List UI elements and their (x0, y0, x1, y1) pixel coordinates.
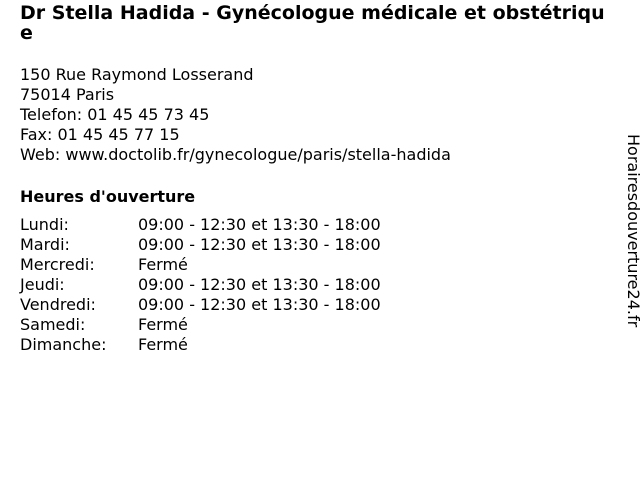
day-label: Lundi: (20, 215, 69, 234)
day-hours: 09:00 - 12:30 et 13:30 - 18:00 (138, 235, 381, 254)
day-hours: 09:00 - 12:30 et 13:30 - 18:00 (138, 215, 381, 234)
day-hours: 09:00 - 12:30 et 13:30 - 18:00 (138, 295, 381, 314)
hours-row-samedi (20, 315, 605, 335)
day-hours: 09:00 - 12:30 et 13:30 - 18:00 (138, 275, 381, 294)
street-address: 150 Rue Raymond Losserand (20, 65, 254, 84)
hours-row-mercredi (20, 255, 605, 275)
day-hours: Fermé (138, 315, 188, 334)
page-title: Dr Stella Hadida - Gynécologue médicale et obstétrique (20, 2, 605, 44)
day-label: Mercredi: (20, 255, 95, 274)
day-label: Vendredi: (20, 295, 96, 314)
hours-row-dimanche (20, 335, 605, 355)
hours-row-jeudi (20, 275, 605, 295)
address-block (20, 65, 605, 165)
day-label: Jeudi: (20, 275, 65, 294)
phone-number: Telefon: 01 45 45 73 45 (20, 105, 210, 124)
city: 75014 Paris (20, 85, 115, 104)
day-hours: Fermé (138, 255, 188, 274)
hours-heading: Heures d'ouverture (20, 187, 196, 206)
fax-number: Fax: 01 45 45 77 15 (20, 125, 180, 144)
day-label: Dimanche: (20, 335, 107, 354)
day-hours: Fermé (138, 335, 188, 354)
day-label: Mardi: (20, 235, 70, 254)
website: Web: www.doctolib.fr/gynecologue/paris/stella-hadida (20, 145, 451, 164)
opening-hours-list (20, 215, 605, 355)
site-watermark: Horairesdouverture24.fr (624, 134, 643, 328)
hours-row-lundi (20, 215, 605, 235)
hours-row-mardi (20, 235, 605, 255)
business-card (20, 3, 605, 355)
hours-row-vendredi (20, 295, 605, 315)
day-label: Samedi: (20, 315, 86, 334)
